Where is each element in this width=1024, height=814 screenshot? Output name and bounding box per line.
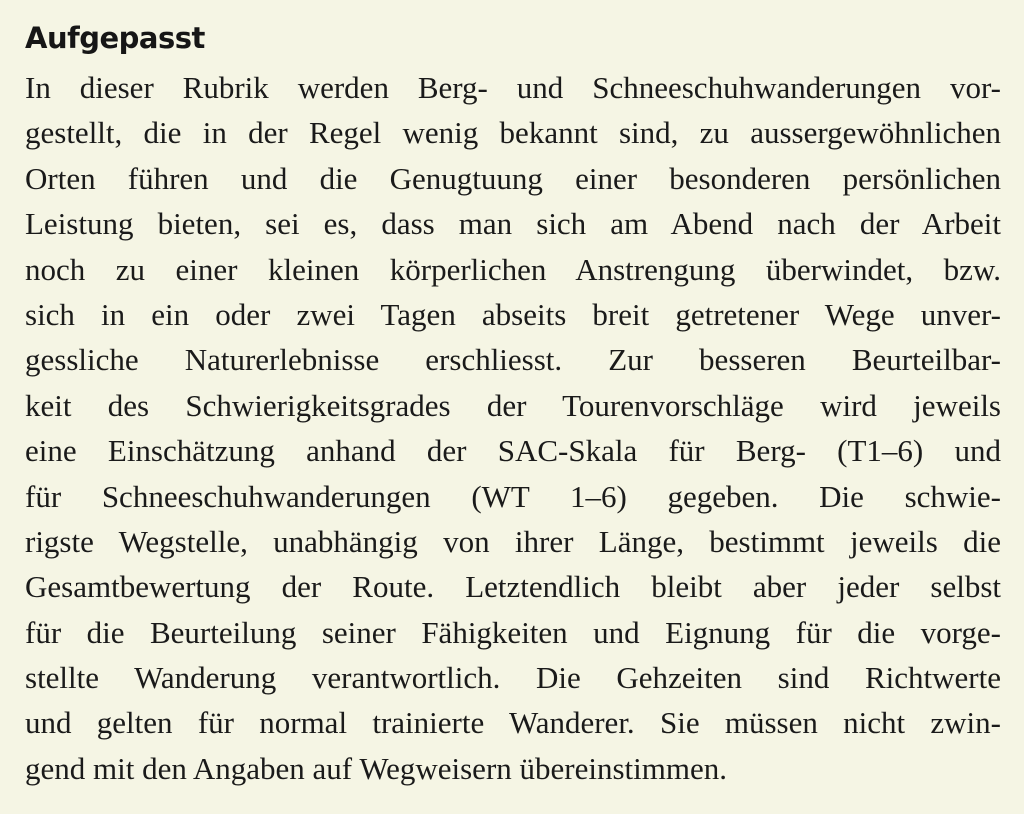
text-line: sich in ein oder zwei Tagen abseits breit getretener Wege unver- (25, 296, 1001, 332)
text-line: eine Einschätzung anhand der SAC-Skala für Berg- (T1–6) und (25, 433, 1001, 469)
text-line: keit des Schwierigkeitsgrades der Tourenvorschläge wird jeweils (25, 387, 1001, 423)
text-line: für die Beurteilung seiner Fähigkeiten und Eignung für die vorge- (25, 614, 1001, 650)
text-line: Leistung bieten, sei es, dass man sich am Abend nach der Arbeit (25, 206, 1001, 242)
text-line: In dieser Rubrik werden Berg- und Schneeschuhwanderungen vor- (25, 70, 1001, 105)
body-text (25, 65, 1001, 791)
text-line: für Schneeschuhwanderungen (WT 1–6) gegeben. Die schwie- (25, 478, 1001, 514)
text-line: Orten führen und die Genugtuung einer besonderen persönlichen (25, 160, 1001, 196)
box-heading: Aufgepasst (25, 21, 205, 55)
text-line: noch zu einer kleinen körperlichen Anstrengung überwindet, bzw. (25, 251, 1001, 287)
text-line: und gelten für normal trainierte Wanderer. Sie müssen nicht zwin- (25, 705, 1001, 741)
text-line: stellte Wanderung verantwortlich. Die Gehzeiten sind Richtwerte (25, 660, 1001, 696)
text-line: gend mit den Angaben auf Wegweisern übereinstimmen. (25, 750, 727, 786)
text-line: rigste Wegstelle, unabhängig von ihrer Länge, bestimmt jeweils die (25, 523, 1001, 559)
text-line: gestellt, die in der Regel wenig bekannt sind, zu aussergewöhnlichen (25, 115, 1001, 151)
text-line: Gesamtbewertung der Route. Letztendlich bleibt aber jeder selbst (25, 569, 1001, 605)
text-line: gessliche Naturerlebnisse erschliesst. Zur besseren Beurteilbar- (25, 342, 1001, 378)
